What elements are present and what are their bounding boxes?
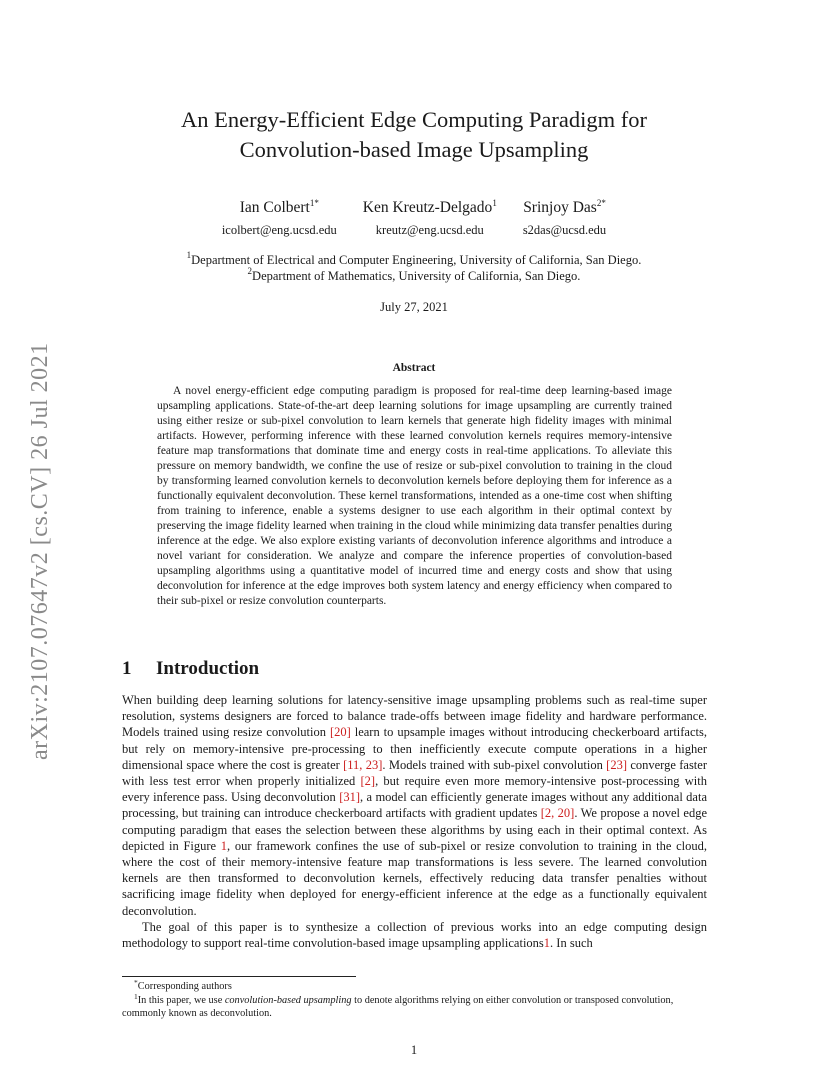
author-list [0,198,828,239]
author-mark: 1 [492,198,497,208]
paper-date: July 27, 2021 [380,300,448,314]
author-name: Ken Kreutz-Delgado [362,199,493,216]
section-heading-introduction [122,658,259,680]
author-email: kreutz@eng.ucsd.edu [375,223,484,237]
footnote-divider [122,976,356,977]
section-title: Introduction [156,658,260,679]
body-text-run: , a model can efficiently generate images without any additional data processing, but training can introduce checkerboard artifacts with gradient updates [122,790,708,821]
affiliation-2 [0,268,828,284]
title-line-1: An Energy-Efficient Edge Computing Paradigm for [181,107,647,132]
body-text-run: . Models trained with sub-pixel convolution [382,757,607,772]
author-2 [363,198,497,239]
affiliation-text: Department of Mathematics, University of California, San Diego. [252,269,581,283]
footnote-mark: * [134,978,138,987]
citation-link[interactable]: 1 [543,936,551,951]
body-text-run: The goal of this paper is to synthesize a collection of previous works into an edge computing design methodology to support real-time convolution-based image upsampling applications [122,919,707,951]
abstract-body [157,384,672,609]
affiliation-mark: 2 [247,266,253,276]
page-number: 1 [410,1043,418,1057]
intro-paragraph-2 [122,919,707,951]
author-mark: 2* [596,198,606,208]
body-text-run: learn to upsample images without introducing checkerboard artifacts, but rely on memory-intensive pre-processing to then inefficiently execute compute operations in a higher dimensional space where the cost is greater [122,725,707,772]
affiliation-1 [0,252,828,268]
affiliation-text: Department of Electrical and Computer Engineering, University of California, San Diego. [191,253,642,267]
body-text-run: converge faster with less test error when properly initialized [122,757,707,789]
body-text-run: , but require even more memory-intensive post-processing with every inference pass. Using deconvolution [122,774,707,805]
abstract-text: A novel energy-efficient edge computing paradigm is proposed for real-time deep learning-based image upsampling applications. State-of-the-art deep learning solutions for image upsampling are currently trained using either resize or sub-pixel convolution to learn kernels that generate high fidelity images with minimal artifacts. However, performing inference with these learned convolution kernels requires memory-intensive feature map transformations that dominate time and energy costs in real-time applications. To alleviate this pressure on memory bandwidth, we confine the use of resize or sub-pixel convolution to training in the cloud by transforming learned convolution kernels to deconvolution kernels before deploying them for inference as a functionally equivalent deconvolution. These kernel transformations, intended as a one-time cost when shifting from training to inference, enable a systems designer to use each algorithm in their optimal context by preserving the image fidelity learned when training in the cloud while minimizing data transfer penalties during inference at the edge. We also explore existing variants of deconvolution inference algorithms and introduce a novel variant for consideration. We analyze and compare the inference properties of convolution-based upsampling algorithms using a quantitative model of incurred time and energy costs and show that using deconvolution for inference at the edge improves both system latency and energy efficiency when compared to their sub-pixel or resize convolution counterparts. [157,385,672,607]
author-mark: 1* [309,198,319,208]
citation-link[interactable]: [31] [339,790,361,805]
footnote-text: In this paper, we use [137,994,225,1006]
footnote-corresponding [122,980,707,994]
citation-link[interactable]: [11, 23] [343,757,383,772]
author-name: Ian Colbert [239,199,310,216]
author-3 [523,198,606,239]
author-1 [222,198,337,239]
citation-link[interactable]: [23] [606,757,627,772]
footnote-text-rest: to denote algorithms relying on either convolution or transposed convolution, commonly known as deconvolution. [122,994,674,1019]
author-email: s2das@ucsd.edu [522,223,607,237]
citation-link[interactable]: [20] [329,725,351,740]
citation-link[interactable]: 1 [220,838,228,853]
body-text-run: , our framework confines the use of sub-pixel or resize convolution to training in the cloud, where the cost of their memory-intensive feature map transformations is less severe. The learned convolution kernels are then transformed to deconvolution kernels, effectively reducing data transfer penalties without sacrificing image fidelity when deployed for energy-efficient inference at the edge as a functionally equivalent deconvolution. [122,838,707,918]
intro-paragraph-1 [122,692,707,919]
footnote-text: Corresponding authors [137,981,232,992]
body-text-run: When building deep learning solutions for latency-sensitive image upsampling problems such as real-time super resolution, systems designers are forced to balance trade-offs between image fidelity and hardware performance. Models trained using resize convolution [122,693,707,740]
footnote-emphasis: convolution-based upsampling [224,994,352,1006]
body-text-run: . In such [550,936,593,951]
affiliations [0,252,828,284]
abstract-heading: Abstract [392,362,436,374]
affiliation-mark: 1 [186,250,192,260]
title-line-2: Convolution-based Image Upsampling [239,137,589,162]
introduction-body [122,692,707,951]
body-text-run: . We propose a novel edge computing paradigm that eases the selection between these algorithms by using each in their optimal context. As depicted in Figure [122,806,707,853]
author-email: icolbert@eng.ucsd.edu [221,223,337,237]
footnote-mark: 1 [134,991,138,1001]
citation-link[interactable]: [2] [360,774,376,789]
paper-title [0,105,828,165]
citation-link[interactable]: [2, 20] [540,806,575,821]
author-name: Srinjoy Das [523,199,597,216]
footnote-1 [122,991,707,1021]
footnotes [122,980,707,1021]
section-number: 1 [122,658,132,679]
arxiv-identifier-stamp: arXiv:2107.07647v2 [cs.CV] 26 Jul 2021 [27,342,53,760]
